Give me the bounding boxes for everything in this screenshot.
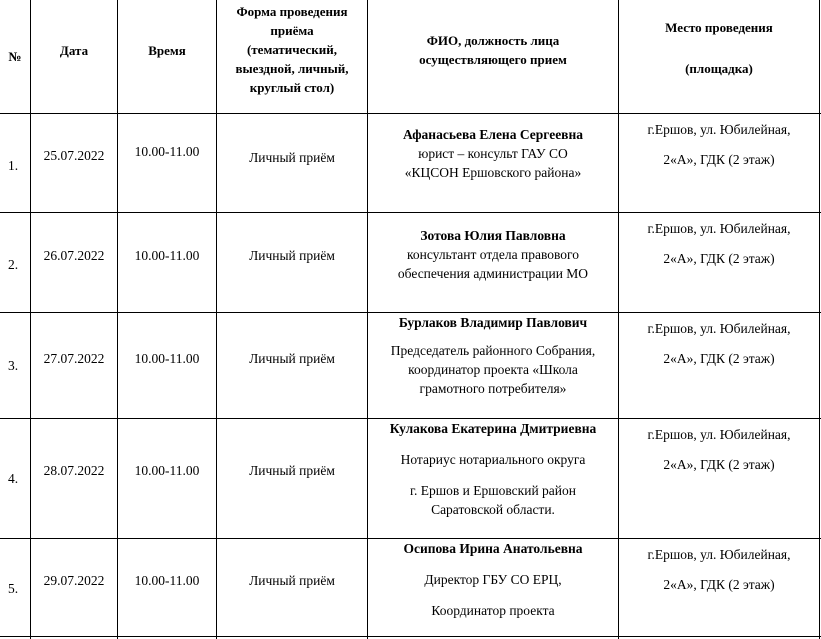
- person-name: Осипова Ирина Анатольевна: [403, 541, 583, 556]
- row-time: 10.00-11.00: [134, 572, 200, 588]
- row-place: г.Ершов, ул. Юбилейная, 2«А», ГДК (2 этаж): [647, 121, 791, 167]
- row-num: 1.: [7, 157, 19, 173]
- row-person: Зотова Юлия Павловна консультант отдела правового обеспечения администрации МО: [397, 228, 589, 281]
- row-time: 10.00-11.00: [134, 350, 200, 366]
- row-date: 27.07.2022: [43, 350, 105, 366]
- row-form: Личный приём: [249, 572, 335, 588]
- row-num: 5.: [7, 580, 19, 596]
- header-person: ФИО, должность лица осуществляющего прием: [419, 33, 567, 67]
- grid-line: [819, 0, 820, 639]
- row-date: 25.07.2022: [43, 147, 105, 163]
- row-place: г.Ершов, ул. Юбилейная, 2«А», ГДК (2 этаж): [647, 546, 791, 592]
- row-form: Личный приём: [249, 149, 335, 165]
- row-person: Бурлаков Владимир Павлович Председатель районного Собрания, координатор проекта «Школа грамотного потребителя»: [390, 315, 596, 396]
- row-place: г.Ершов, ул. Юбилейная, 2«А», ГДК (2 этаж): [647, 426, 791, 472]
- person-name: Афанасьева Елена Сергеевна: [402, 127, 584, 142]
- row-num: 4.: [7, 470, 19, 486]
- person-name: Кулакова Екатерина Дмитриевна: [389, 421, 597, 436]
- row-place: г.Ершов, ул. Юбилейная, 2«А», ГДК (2 этаж): [647, 320, 791, 366]
- header-num: №: [8, 49, 22, 64]
- row-form: Личный приём: [249, 350, 335, 366]
- person-name: Бурлаков Владимир Павлович: [398, 315, 588, 330]
- person-name: Зотова Юлия Павловна: [420, 228, 566, 243]
- row-date: 26.07.2022: [43, 247, 105, 263]
- row-time: 10.00-11.00: [134, 143, 200, 159]
- row-person: Афанасьева Елена Сергеевна юрист – консульт ГАУ СО «КЦСОН Ершовского района»: [402, 127, 584, 180]
- row-form: Личный приём: [249, 247, 335, 263]
- row-num: 2.: [7, 256, 19, 272]
- row-time: 10.00-11.00: [134, 247, 200, 263]
- row-date: 28.07.2022: [43, 462, 105, 478]
- row-person: Кулакова Екатерина Дмитриевна Нотариус нотариального округа г. Ершов и Ершовский район Саратовской области.: [389, 421, 597, 517]
- header-place: Место проведения (площадка): [665, 20, 773, 76]
- grid-line: [0, 636, 821, 637]
- header-time: Время: [148, 42, 186, 58]
- header-date: Дата: [59, 42, 89, 58]
- row-form: Личный приём: [249, 462, 335, 478]
- header-form: Форма проведения приёма (тематический, выездной, личный, круглый стол): [235, 4, 349, 95]
- row-place: г.Ершов, ул. Юбилейная, 2«А», ГДК (2 этаж): [647, 220, 791, 266]
- row-person: Осипова Ирина Анатольевна Директор ГБУ СО ЕРЦ, Координатор проекта: [403, 541, 583, 618]
- row-num: 3.: [7, 357, 19, 373]
- row-date: 29.07.2022: [43, 572, 105, 588]
- row-time: 10.00-11.00: [134, 462, 200, 478]
